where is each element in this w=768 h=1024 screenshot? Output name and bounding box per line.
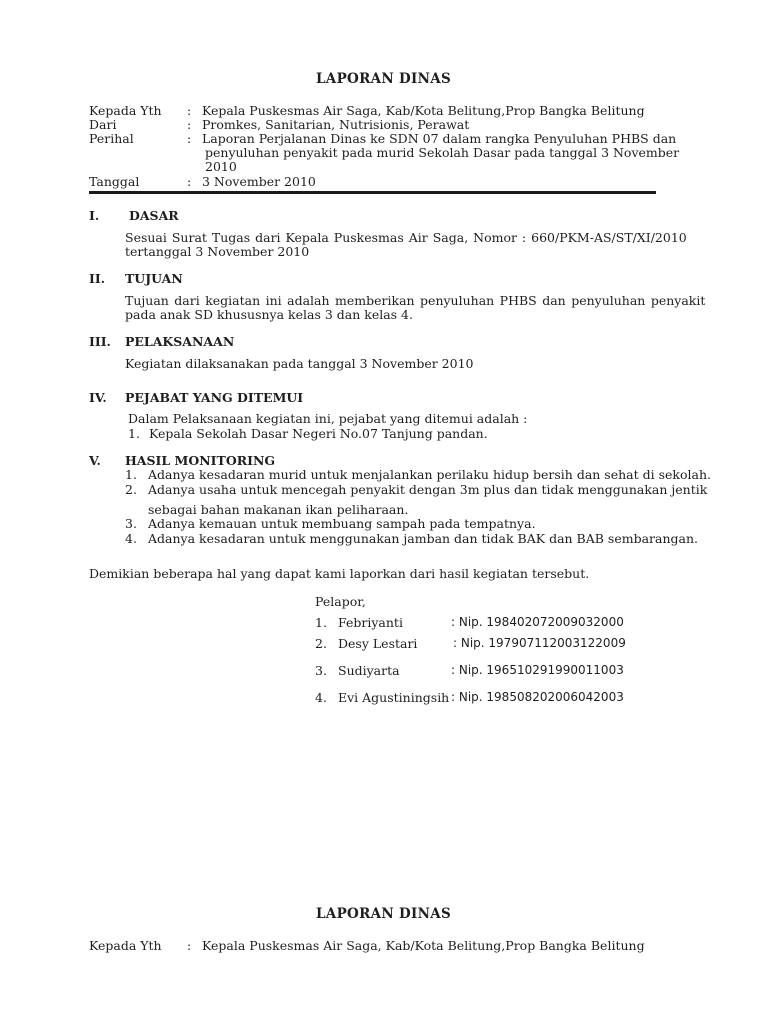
reporter-nip: : Nip. 198402072009032000 (451, 615, 624, 629)
reporter-label: Pelapor, (315, 594, 366, 609)
header-divider (89, 191, 656, 194)
reporter-nip: : Nip. 198508202006042003 (451, 690, 624, 704)
header-label-dari: Dari (89, 117, 117, 132)
section-text: Tujuan dari kegiatan ini adalah memberikan penyuluhan PHBS dan penyuluhan penyakit (125, 293, 706, 308)
reporter-nip: : Nip. 197907112003122009 (453, 636, 626, 650)
reporter-name: Sudiyarta (338, 663, 400, 678)
list-item-number: 4. (125, 531, 137, 546)
section-heading-hasil-monitoring: HASIL MONITORING (125, 453, 276, 468)
header-value-perihal-line3: 2010 (205, 159, 237, 174)
section-heading-tujuan: TUJUAN (125, 271, 183, 286)
section-number: II. (89, 271, 106, 286)
section-text: tertanggal 3 November 2010 (125, 244, 310, 259)
header-colon: : (187, 131, 192, 146)
closing-text: Demikian beberapa hal yang dapat kami laporkan dari hasil kegiatan tersebut. (89, 566, 590, 581)
header-value-dari: Promkes, Sanitarian, Nutrisionis, Perawat (202, 117, 470, 132)
list-item-number: 1. (128, 426, 140, 441)
section-heading-pejabat: PEJABAT YANG DITEMUI (125, 390, 304, 405)
section-text: Sesuai Surat Tugas dari Kepala Puskesmas Air Saga, Nomor : 660/PKM-AS/ST/XI/2010 (125, 230, 687, 245)
reporter-name: Evi Agustiningsih (338, 690, 450, 705)
reporter-number: 4. (315, 690, 327, 705)
section-heading-pelaksanaan: PELAKSANAAN (125, 334, 235, 349)
list-item: Adanya kesadaran untuk menggunakan jamban dan tidak BAK dan BAB sembarangan. (148, 531, 699, 546)
page2-label-kepada: Kepada Yth (89, 938, 162, 953)
section-text: Dalam Pelaksanaan kegiatan ini, pejabat yang ditemui adalah : (128, 411, 528, 426)
list-item: Adanya kemauan untuk membuang sampah pada tempatnya. (148, 516, 536, 531)
reporter-number: 3. (315, 663, 327, 678)
header-label-perihal: Perihal (89, 131, 134, 146)
header-value-tanggal: 3 November 2010 (202, 174, 316, 189)
section-text: pada anak SD khususnya kelas 3 dan kelas 4. (125, 307, 413, 322)
header-value-perihal: Laporan Perjalanan Dinas ke SDN 07 dalam rangka Penyuluhan PHBS dan (202, 131, 677, 146)
reporter-number: 2. (315, 636, 327, 651)
list-item-number: 2. (125, 482, 137, 497)
reporter-name: Desy Lestari (338, 636, 418, 651)
list-item: Adanya usaha untuk mencegah penyakit dengan 3m plus dan tidak menggunakan jentik (148, 482, 708, 497)
list-item-number: 1. (125, 467, 137, 482)
list-item-continuation: sebagai bahan makanan ikan peliharaan. (148, 502, 409, 517)
list-item-number: 3. (125, 516, 137, 531)
section-heading-dasar: DASAR (129, 208, 179, 223)
list-item: Adanya kesadaran murid untuk menjalankan perilaku hidup bersih dan sehat di sekolah. (148, 467, 711, 482)
page2-value-kepada: Kepala Puskesmas Air Saga, Kab/Kota Belitung,Prop Bangka Belitung (202, 938, 645, 953)
document-title: LAPORAN DINAS (316, 71, 452, 87)
section-number: III. (89, 334, 111, 349)
reporter-nip: : Nip. 196510291990011003 (451, 663, 624, 677)
header-colon: : (187, 117, 192, 132)
section-text: Kegiatan dilaksanakan pada tanggal 3 November 2010 (125, 356, 474, 371)
reporter-number: 1. (315, 615, 327, 630)
page2-title: LAPORAN DINAS (316, 906, 452, 922)
header-label-tanggal: Tanggal (89, 174, 140, 189)
header-colon: : (187, 103, 192, 118)
header-colon: : (187, 938, 192, 953)
section-number: I. (89, 208, 100, 223)
list-item: Kepala Sekolah Dasar Negeri No.07 Tanjung pandan. (149, 426, 488, 441)
header-value-perihal-line2: penyuluhan penyakit pada murid Sekolah Dasar pada tanggal 3 November (205, 145, 680, 160)
header-colon: : (187, 174, 192, 189)
header-value-kepada: Kepala Puskesmas Air Saga, Kab/Kota Belitung,Prop Bangka Belitung (202, 103, 645, 118)
section-number: V. (89, 453, 101, 468)
header-label-kepada: Kepada Yth (89, 103, 162, 118)
reporter-name: Febriyanti (338, 615, 403, 630)
section-number: IV. (89, 390, 107, 405)
